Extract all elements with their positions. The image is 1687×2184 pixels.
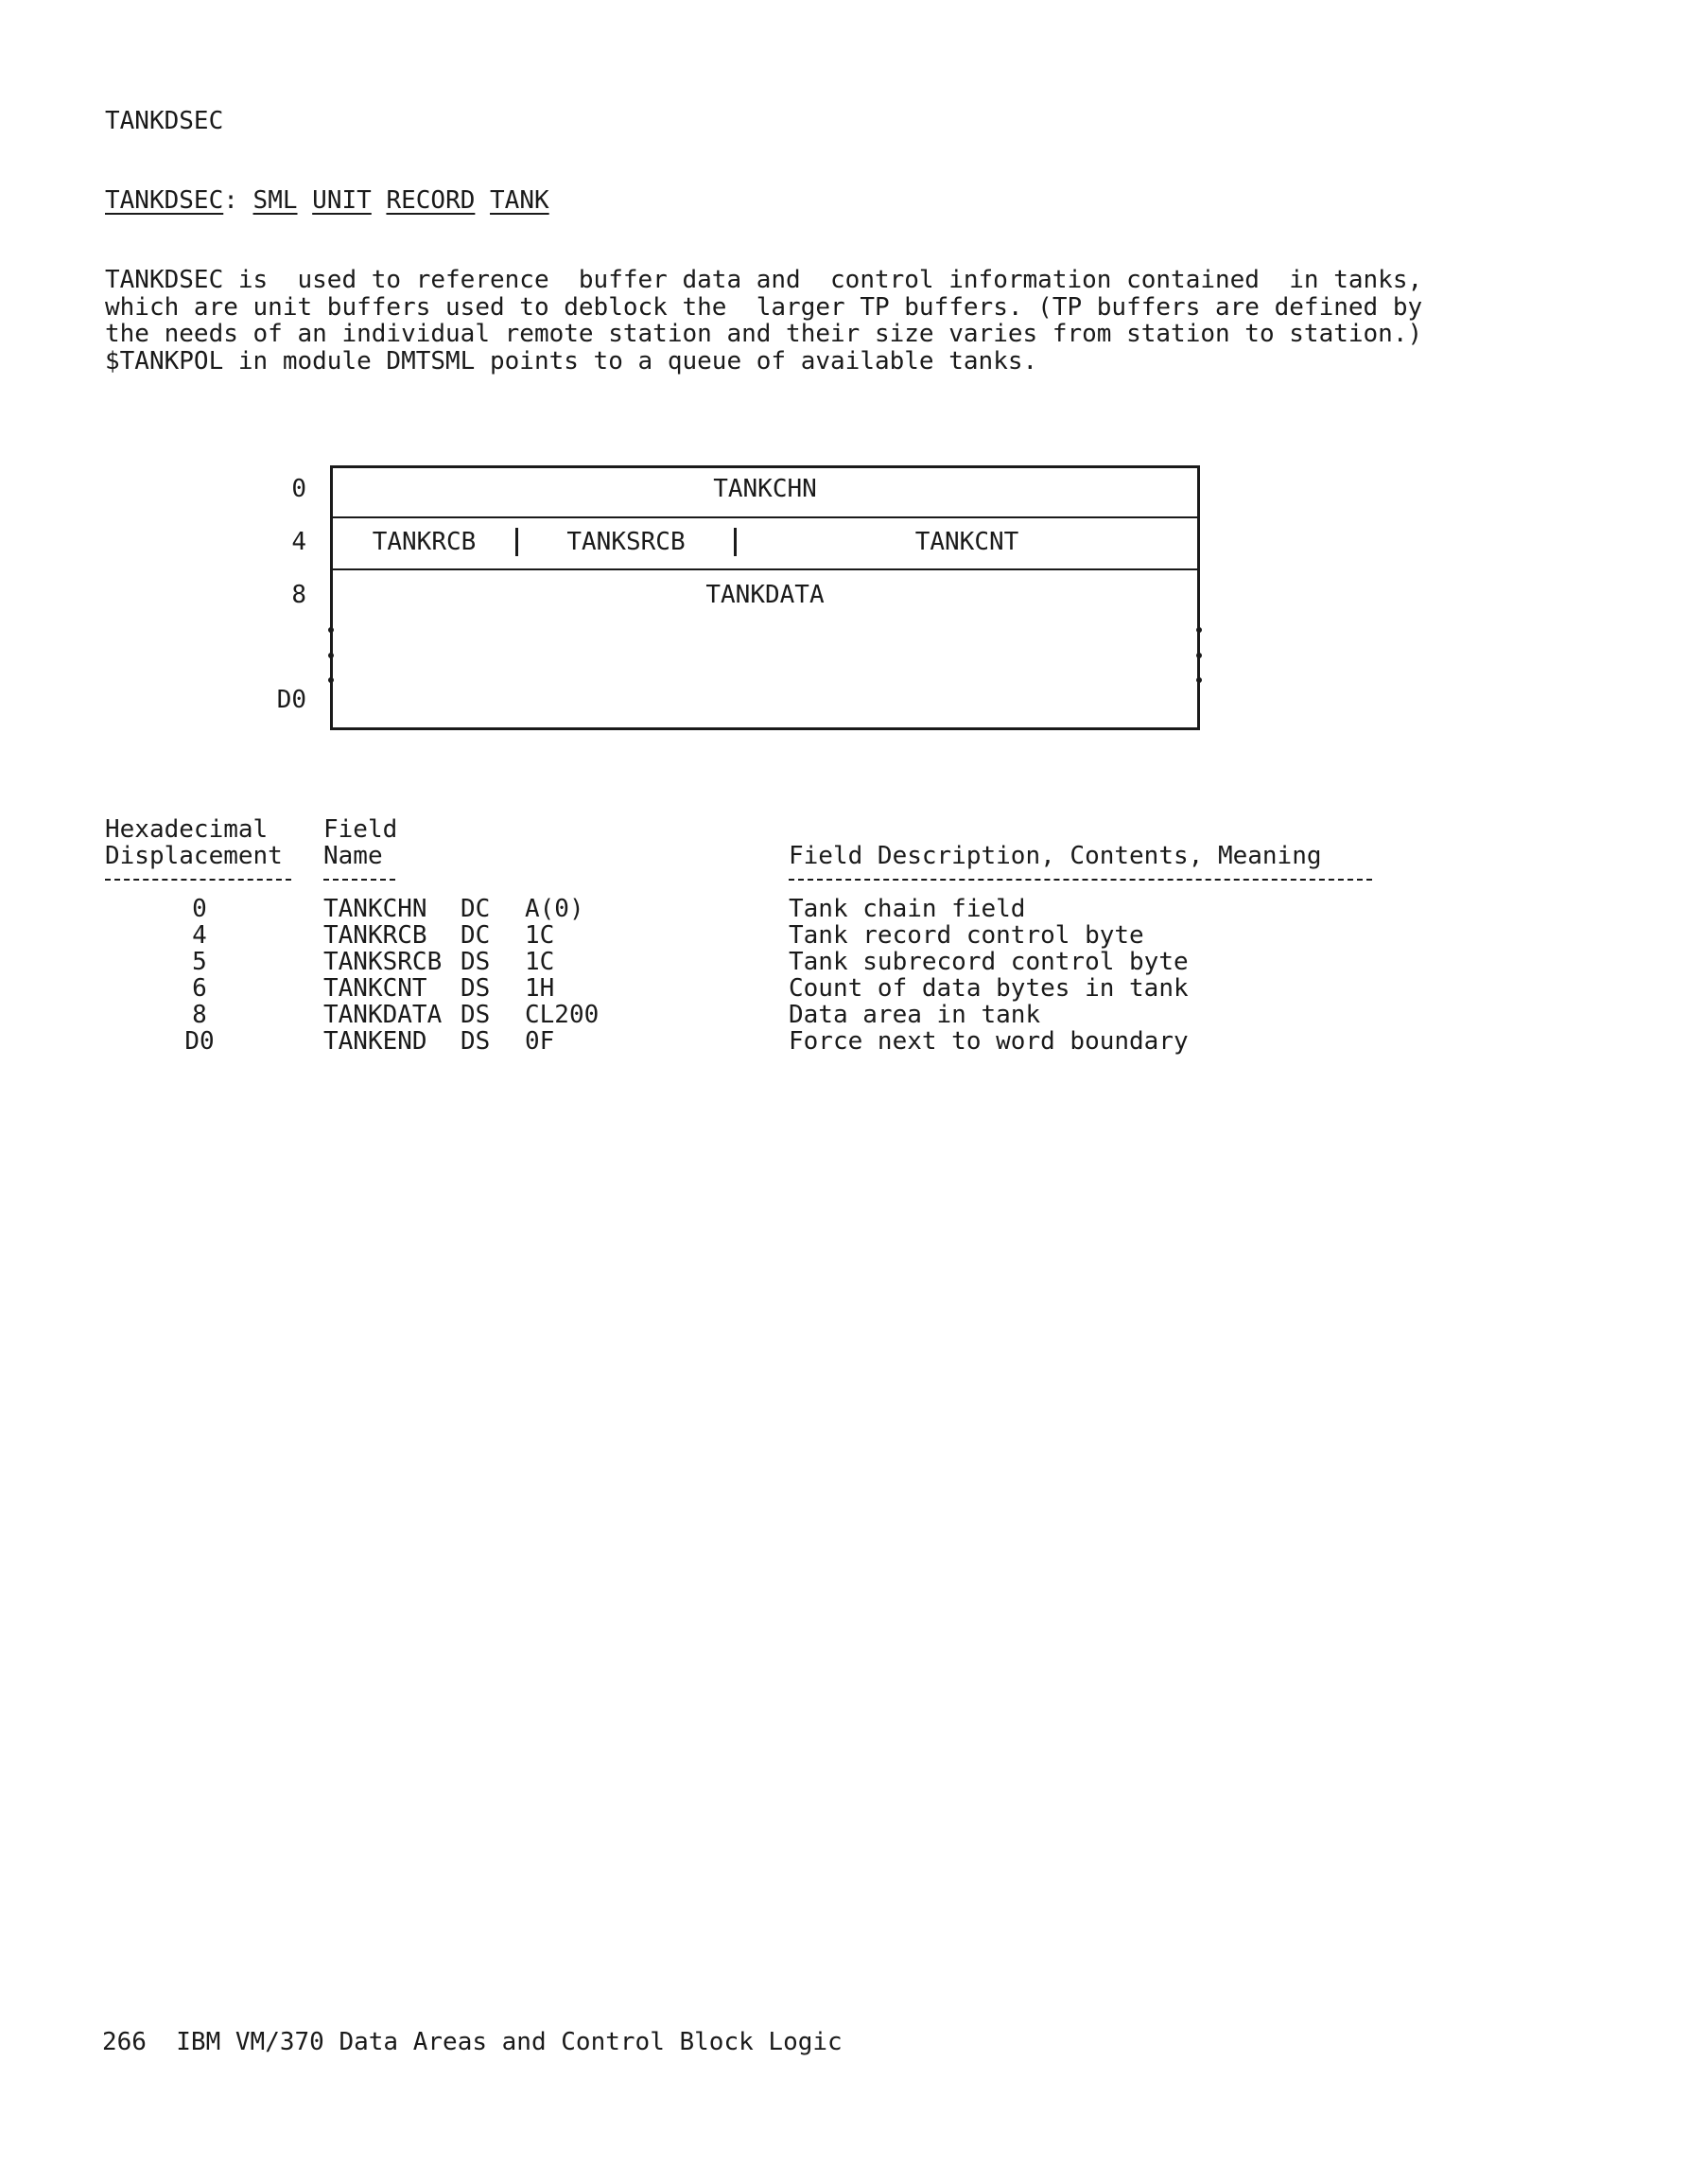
row-type: DS: [461, 1001, 491, 1029]
row-displacement: 8: [192, 1001, 207, 1029]
row-description: Data area in tank: [789, 1001, 1041, 1029]
diagram-divider: [330, 516, 1200, 518]
page-footer: [102, 2029, 843, 2055]
heading-word: TANK: [490, 186, 549, 215]
heading-name: TANKDSEC: [105, 186, 224, 215]
header-rule: [105, 879, 291, 881]
field-tankdata: TANKDATA: [705, 581, 825, 609]
row-displacement: 6: [192, 974, 207, 1003]
row-description: Tank record control byte: [789, 921, 1144, 950]
description-line: $TANKPOL in module DMTSML points to a queue of available tanks.: [105, 346, 1038, 376]
field-tanksrcb: TANKSRCB: [566, 528, 686, 556]
row-description: Tank subrecord control byte: [789, 948, 1189, 976]
publication-title: IBM VM/370 Data Areas and Control Block Logic: [176, 2028, 843, 2056]
heading-word: SML: [252, 186, 298, 215]
row-field-name: TANKCNT: [323, 974, 427, 1003]
offset-label: 0: [291, 475, 306, 503]
continuation-dot: [328, 653, 334, 658]
header-displacement-line1: Hexadecimal: [105, 815, 269, 844]
row-value: 1H: [525, 974, 555, 1003]
row-type: DS: [461, 974, 491, 1003]
continuation-dot: [1196, 677, 1202, 683]
header-field-line1: Field: [323, 815, 398, 844]
offset-label: 4: [291, 528, 306, 556]
row-displacement: D0: [184, 1027, 215, 1056]
heading-word: RECORD: [386, 186, 476, 215]
row-displacement: 0: [192, 895, 207, 923]
row-value: 1C: [525, 921, 555, 950]
header-rule: [789, 879, 1372, 881]
row-value: CL200: [525, 1001, 600, 1029]
row-value: 1C: [525, 948, 555, 976]
offset-label: D0: [276, 686, 306, 714]
field-tankrcb: TANKRCB: [372, 528, 477, 556]
heading-word: UNIT: [312, 186, 372, 215]
row-type: DC: [461, 921, 491, 950]
row-description: Force next to word boundary: [789, 1027, 1189, 1056]
field-tankchn: TANKCHN: [713, 475, 817, 503]
continuation-dot: [1196, 653, 1202, 658]
section-heading: [105, 187, 549, 214]
row-value: A(0): [525, 895, 584, 923]
header-field-line2: Name: [323, 842, 383, 870]
header-rule: [323, 879, 395, 881]
row-type: DS: [461, 1027, 491, 1056]
heading-separator: :: [223, 186, 238, 215]
row-description: Count of data bytes in tank: [789, 974, 1189, 1003]
description-line: the needs of an individual remote station and their size varies from station to station.): [105, 320, 1423, 348]
row-field-name: TANKSRCB: [323, 948, 443, 976]
row-field-name: TANKCHN: [323, 895, 427, 923]
description-line: TANKDSEC is used to reference buffer data and control information contained in tanks,: [105, 266, 1423, 294]
row-value: 0F: [525, 1027, 555, 1056]
continuation-dot: [1196, 627, 1202, 633]
continuation-dot: [328, 677, 334, 683]
continuation-dot: [328, 627, 334, 633]
description-paragraph: [105, 267, 1504, 375]
row-field-name: TANKDATA: [323, 1001, 443, 1029]
page-number: 266: [102, 2028, 147, 2056]
header-description: Field Description, Contents, Meaning: [789, 842, 1322, 870]
description-line: which are unit buffers used to deblock the larger TP buffers. (TP buffers are defined by: [105, 292, 1423, 322]
row-displacement: 5: [192, 948, 207, 976]
row-field-name: TANKEND: [323, 1027, 427, 1056]
offset-label: 8: [291, 581, 306, 609]
running-head: TANKDSEC: [105, 107, 224, 135]
row-type: DS: [461, 948, 491, 976]
row-type: DC: [461, 895, 491, 923]
row-description: Tank chain field: [789, 895, 1026, 923]
field-tankcnt: TANKCNT: [914, 528, 1019, 556]
header-displacement-line2: Displacement: [105, 842, 283, 870]
row-displacement: 4: [192, 921, 207, 950]
diagram-divider: [330, 568, 1200, 570]
row-field-name: TANKRCB: [323, 921, 427, 950]
